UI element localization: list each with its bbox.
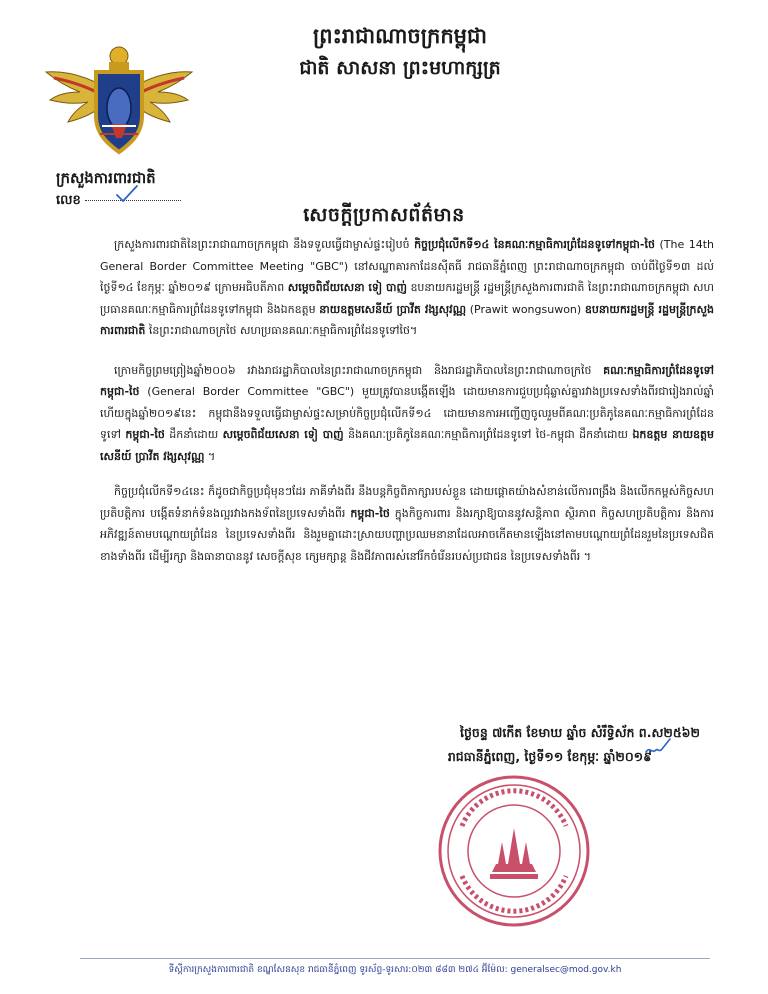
signature-mark-icon bbox=[644, 738, 672, 758]
solar-date: រាជធានីភ្នំពេញ, ថ្ងៃទី១១ ខែកុម្ភៈ ឆ្នាំ២០១៩ bbox=[447, 749, 652, 764]
paragraph-3: កិច្ចប្រជុំលើកទី១៤នេះ ក៏ដូចជាកិច្ចប្រជុំមុនៗដែរ ភាគីទាំងពីរ នឹងបន្តកិច្ចពិភាក្សារបស់ខ្លួន ដោយផ្ដោតយ៉ាងសំខាន់លើការពង្រឹង និងលើកកម្ពស់កិច្ចសហប្រតិបត្តិការ បង្កើតទំនាក់ទំនងល្អរវាងកងទ័ពនៃប្រទេសទាំងពីរ កម្ពុជា-ថៃ ក្នុងកិច្ចការពារ និងរក្សាឱ្យបាននូវសន្តិភាព ស្ថិរភាព កិច្ចសហប្រតិបត្តិការ និងការអភិវឌ្ឍន៍តាមបណ្ដោយព្រំដែន នៃប្រទេសទាំងពីរ និងរួមគ្នាដោះស្រាយបញ្ហាប្រឈមនានាដែលអាចកើតមានឡើងនៅតាមបណ្ដោយព្រំដែនរួមនៃប្រទេសជិតខាងទាំងពីរ ដើម្បីរក្សា និងធានាបាននូវ សេចក្ដីសុខ ក្សេមក្សាន្ត និងជីវភាពរស់នៅរីកចំរើនរបស់ប្រជាជន នៃប្រទេសទាំងពីរ ។ bbox=[100, 485, 714, 563]
document-body bbox=[100, 234, 714, 585]
ministry-name: ក្រសួងការពារជាតិ bbox=[56, 169, 156, 187]
document-title: សេចក្ដីប្រកាសព័ត៌មាន bbox=[303, 204, 465, 226]
ministry-emblem-icon bbox=[44, 42, 194, 160]
official-seal-icon bbox=[432, 772, 596, 930]
footer-divider bbox=[80, 958, 710, 959]
letterhead bbox=[230, 22, 570, 82]
kingdom-title: ព្រះរាជាណាចក្រកម្ពុជា bbox=[312, 24, 487, 48]
national-motto: ជាតិ សាសនា ព្រះមហាក្សត្រ bbox=[299, 57, 501, 79]
lunar-date: ថ្ងៃចន្ទ ៧កើត ខែមាឃ ឆ្នាំច សំរឹទ្ធិស័ក ព.ស២៥៦២ bbox=[459, 725, 700, 740]
paragraph-2: ក្រោមកិច្ចព្រមព្រៀងឆ្នាំ២០០៦ រវាងរាជរដ្ឋាភិបាលនៃព្រះរាជាណាចក្រកម្ពុជា និងរាជរដ្ឋាភិបាលនៃព្រះរាជាណាចក្រថៃ គណៈកម្មាធិការព្រំដែនទូទៅ កម្ពុជា-ថៃ (General Border Committee "GBC") មួយត្រូវបានបង្កើតឡើង ដោយមានការជួបប្រជុំឆ្លាស់គ្នារវាងប្រទេសទាំងពីរជារៀងរាល់ឆ្នាំ ហើយក្នុងឆ្នាំ២០១៩នេះ កម្ពុជានឹងទទួលធ្វើជាម្ចាស់ផ្ទះសម្រាប់កិច្ចប្រជុំលើកទី១៤ ដោយមានការអញ្ជើញចូលរួមពីគណៈប្រតិភូនៃគណៈកម្មាធិការព្រំដែនទូទៅ កម្ពុជា-ថៃ ដឹកនាំដោយ សម្ដេចពិជ័យសេនា ទៀ បាញ់ និងគណៈប្រតិភូនៃគណៈកម្មាធិការព្រំដែនទូទៅ ថៃ-កម្ពុជា ដឹកនាំដោយ ឯកឧត្ដម នាយឧត្ដមសេនីយ៍ ប្រាវីត វង្សសុវណ្ណ ។ bbox=[100, 363, 715, 463]
reference-label: លេខ bbox=[56, 193, 81, 208]
footer-contact: ទីស្ដីការក្រសួងការពារជាតិ ខណ្ឌសែនសុខ រាជធានីភ្នំពេញ ទូរស័ព្ទ-ទូរសារ:០២៣ ៨៨៣ ២៧៤ អ៊ីម៉ែល: generalsec@mod.gov.kh bbox=[168, 965, 622, 975]
checkmark-icon bbox=[114, 184, 140, 204]
paragraph-1: ក្រសួងការពារជាតិនៃព្រះរាជាណាចក្រកម្ពុជា នឹងទទួលធ្វើជាម្ចាស់ផ្ទះរៀបចំ កិច្ចប្រជុំលើកទី១៤ នៃគណៈកម្មាធិការព្រំដែនទូទៅកម្ពុជា-ថៃ (The 14th General Border Committee Meeting "GBC") នៅសណ្ឋាគារកាដែនស៊ីតធី រាជធានីភ្នំពេញ ព្រះរាជាណាចក្រកម្ពុជា ចាប់ពីថ្ងៃទី១៣ ដល់ថ្ងៃទី១៤ ខែកុម្ភៈ ឆ្នាំ២០១៩ ក្រោមអធិបតីភាព សម្ដេចពិជ័យសេនា ទៀ បាញ់ ឧបនាយករដ្ឋមន្ត្រី រដ្ឋមន្ត្រីក្រសួងការពារជាតិ នៃព្រះរាជាណាចក្រកម្ពុជា សហប្រធានគណៈកម្មាធិការព្រំដែនទូទៅកម្ពុជា និងឯកឧត្ដម នាយឧត្ដមសេនីយ៍ ប្រាវីត វង្សសុវណ្ណ (Prawit wongsuwon) ឧបនាយករដ្ឋមន្ត្រី រដ្ឋមន្ត្រីក្រសួងការពារជាតិ នៃព្រះរាជាណាចក្រថៃ សហប្រធានគណៈកម្មាធិការព្រំដែនទូទៅថៃ។ bbox=[100, 238, 714, 337]
